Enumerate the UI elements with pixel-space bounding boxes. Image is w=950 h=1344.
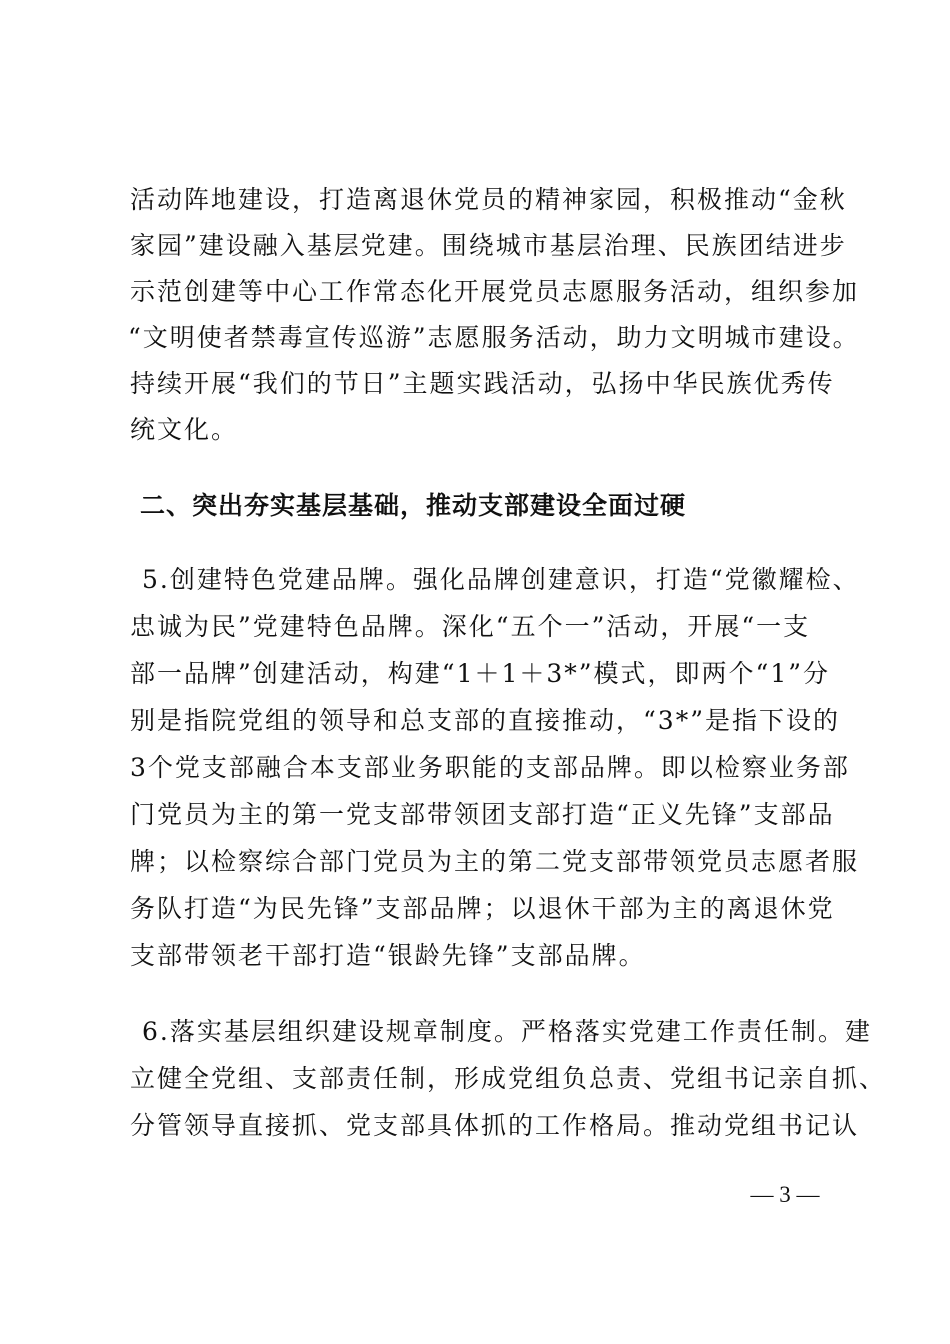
text-line: 持续开展“我们的节日”主题实践活动，弘扬中华民族优秀传 <box>130 369 835 398</box>
text-line: 统文化。 <box>130 415 239 444</box>
section-heading: 二、突出夯实基层基础，推动支部建设全面过硬 <box>140 491 687 520</box>
text-line: 6.落实基层组织建设规章制度。严格落实党建工作责任制。建 <box>142 1017 872 1046</box>
text-line: 务队打造“为民先锋”支部品牌；以退休干部为主的离退休党 <box>130 894 835 923</box>
text-line: 3个党支部融合本支部业务职能的支部品牌。即以检察业务部 <box>130 753 850 782</box>
text-line: 活动阵地建设，打造离退休党员的精神家园，积极推动“金秋 <box>130 185 847 214</box>
text-line: 部一品牌”创建活动，构建“1＋1＋3*”模式，即两个“1”分 <box>130 659 831 688</box>
text-line: 支部带领老干部打造“银龄先锋”支部品牌。 <box>130 941 646 970</box>
text-line: 分管领导直接抓、党支部具体抓的工作格局。推动党组书记认 <box>130 1111 860 1140</box>
text-line: 家园”建设融入基层党建。围绕城市基层治理、民族团结进步 <box>130 231 847 260</box>
text-line: 牌；以检察综合部门党员为主的第二党支部带领党员志愿者服 <box>130 847 860 876</box>
text-line: 门党员为主的第一党支部带领团支部打造“正义先锋”支部品 <box>130 800 835 829</box>
text-line: 别是指院党组的领导和总支部的直接推动，“3*”是指下设的 <box>130 706 840 735</box>
text-line: 立健全党组、支部责任制，形成党组负总责、党组书记亲自抓、 <box>130 1064 887 1093</box>
page-number: — 3 — <box>750 1182 820 1207</box>
text-line: 5.创建特色党建品牌。强化品牌创建意识，打造“党徽耀检、 <box>142 565 860 594</box>
text-line: 示范创建等中心工作常态化开展党员志愿服务活动，组织参加 <box>130 277 860 306</box>
text-line: “文明使者禁毒宣传巡游”志愿服务活动，助力文明城市建设。 <box>128 323 860 352</box>
text-line: 忠诚为民”党建特色品牌。深化“五个一”活动，开展“一支 <box>130 612 811 641</box>
